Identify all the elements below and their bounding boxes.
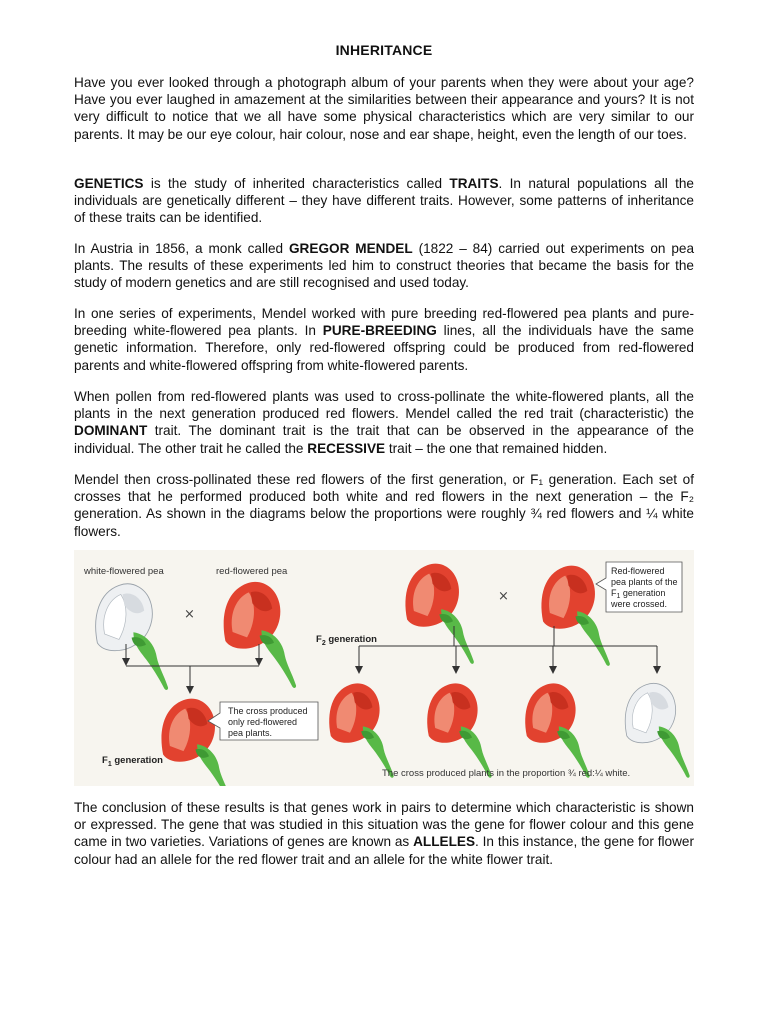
text-segment: The conclusion of these results is that genes work in pairs to determine which characteristic is shown or expressed. The gene that was studied in this situation was the gene for flower colour and this gene came in two varieties. Variations of genes are known as (74, 800, 694, 850)
text-segment: trait – the one that remained hidden. (385, 440, 608, 456)
paragraph-dominant (74, 388, 694, 457)
paragraph-genetics (74, 175, 694, 227)
white-flower-f2-4 (625, 683, 689, 777)
bold-term: GREGOR MENDEL (288, 241, 413, 256)
callout-parents-line3: $F_1$ generation (611, 588, 666, 600)
pea-cross-illustration (74, 550, 694, 786)
pea-cross-diagram (74, 550, 694, 786)
red-flower-parent (224, 582, 296, 688)
bold-term: GENETICS (74, 176, 144, 191)
white-flower-parent (96, 584, 168, 690)
red-flower-f2-1 (329, 683, 393, 777)
paragraph-intro (74, 74, 694, 143)
text-segment: . In natural populations all the individuals are genetically different – they have different traits. However, some patterns of inheritance of these traits can be identified. (74, 176, 694, 226)
red-flower-f1-parent-b (541, 566, 609, 666)
label-white-flowered-parent: white-flowered pea (84, 566, 164, 577)
red-flower-f2-3 (525, 683, 589, 777)
callout-parents-line4: were crossed. (611, 599, 668, 609)
callout-parents-line1: Red-flowered (611, 566, 665, 576)
callout-f1-line2: only red-flowered (228, 717, 298, 727)
paragraph-mendel (74, 240, 694, 292)
paragraph-pure-breeding (74, 305, 694, 374)
text-segment: When pollen from red-flowered plants was used to cross-pollinate the white-flowered plants, all the plants in the next generation produced red flowers. Mendel called the red trait (characteristic) the (74, 389, 694, 422)
cross-symbol-right: × (498, 589, 509, 604)
callout-f1-line1: The cross produced (228, 706, 308, 716)
label-red-flowered-parent: red-flowered pea (216, 566, 288, 577)
bold-term: TRAITS (449, 176, 499, 191)
paragraph-f2-generation (74, 471, 694, 540)
callout-f1-line3: pea plants. (228, 728, 273, 738)
cross-symbol-left: × (184, 607, 195, 622)
bold-term: DOMINANT (74, 423, 148, 439)
text-segment: . In this instance, the gene for flower colour had an allele for the red flower trait and an allele for the white flower trait. (74, 834, 694, 867)
text-segment: Mendel then cross-pollinated these red flowers of the first generation, or F₁ generation. Each set of crosses that he performed produced both white and red flowers in the next generation – the F₂ generation. As shown in the diagrams below the proportions were roughly ¾ red flowers and ¼ white flowers. (74, 472, 694, 539)
label-f2-generation: $F_2$ generation (316, 634, 377, 647)
text-segment: (1822 – 84) carried out experiments on pea plants. The results of these experiments led him to construct theories that became the basis for the study of modern genetics and are still recognised and used today. (74, 241, 695, 291)
bold-term: ALLELES (413, 834, 476, 850)
text-segment: Have you ever looked through a photograph album of your parents when they were about your age? Have you ever laughed in amazement at the similarities between their appearance and yours? It is not very difficult to notice that we all have some physical characteristics which are very similar to our parents. It may be our eye colour, hair colour, nose and ear shape, height, even the length of our toes. (74, 75, 694, 142)
bold-term: PURE-BREEDING (322, 323, 437, 339)
red-flower-f1-parent-a (405, 564, 473, 664)
text-segment: lines, all the individuals have the same genetic information. Therefore, only red-flowered offspring could be produced from red-flowered parents and white-flowered offspring from white-flowered parents. (74, 323, 694, 373)
page-title: INHERITANCE (335, 42, 433, 58)
text-segment: In Austria in 1856, a monk called (74, 241, 289, 256)
callout-parents-line2: pea plants of the (611, 577, 678, 587)
label-f1-generation: $F_1$ generation (102, 755, 163, 768)
text-segment: In one series of experiments, Mendel worked with pure breeding red-flowered pea plants and pure-breeding white-flowered pea plants. In (74, 306, 694, 339)
text-segment: is the study of inherited characteristics called (143, 176, 450, 191)
caption-f2-proportion: The cross produced plants in the proportion ¾ red:¼ white. (382, 768, 631, 779)
paragraph-alleles (74, 799, 694, 868)
bold-term: RECESSIVE (307, 440, 386, 456)
red-flower-f2-2 (427, 683, 491, 777)
text-segment: trait. The dominant trait is the trait that can be observed in the appearance of the individual. The other trait he called the (74, 423, 694, 456)
